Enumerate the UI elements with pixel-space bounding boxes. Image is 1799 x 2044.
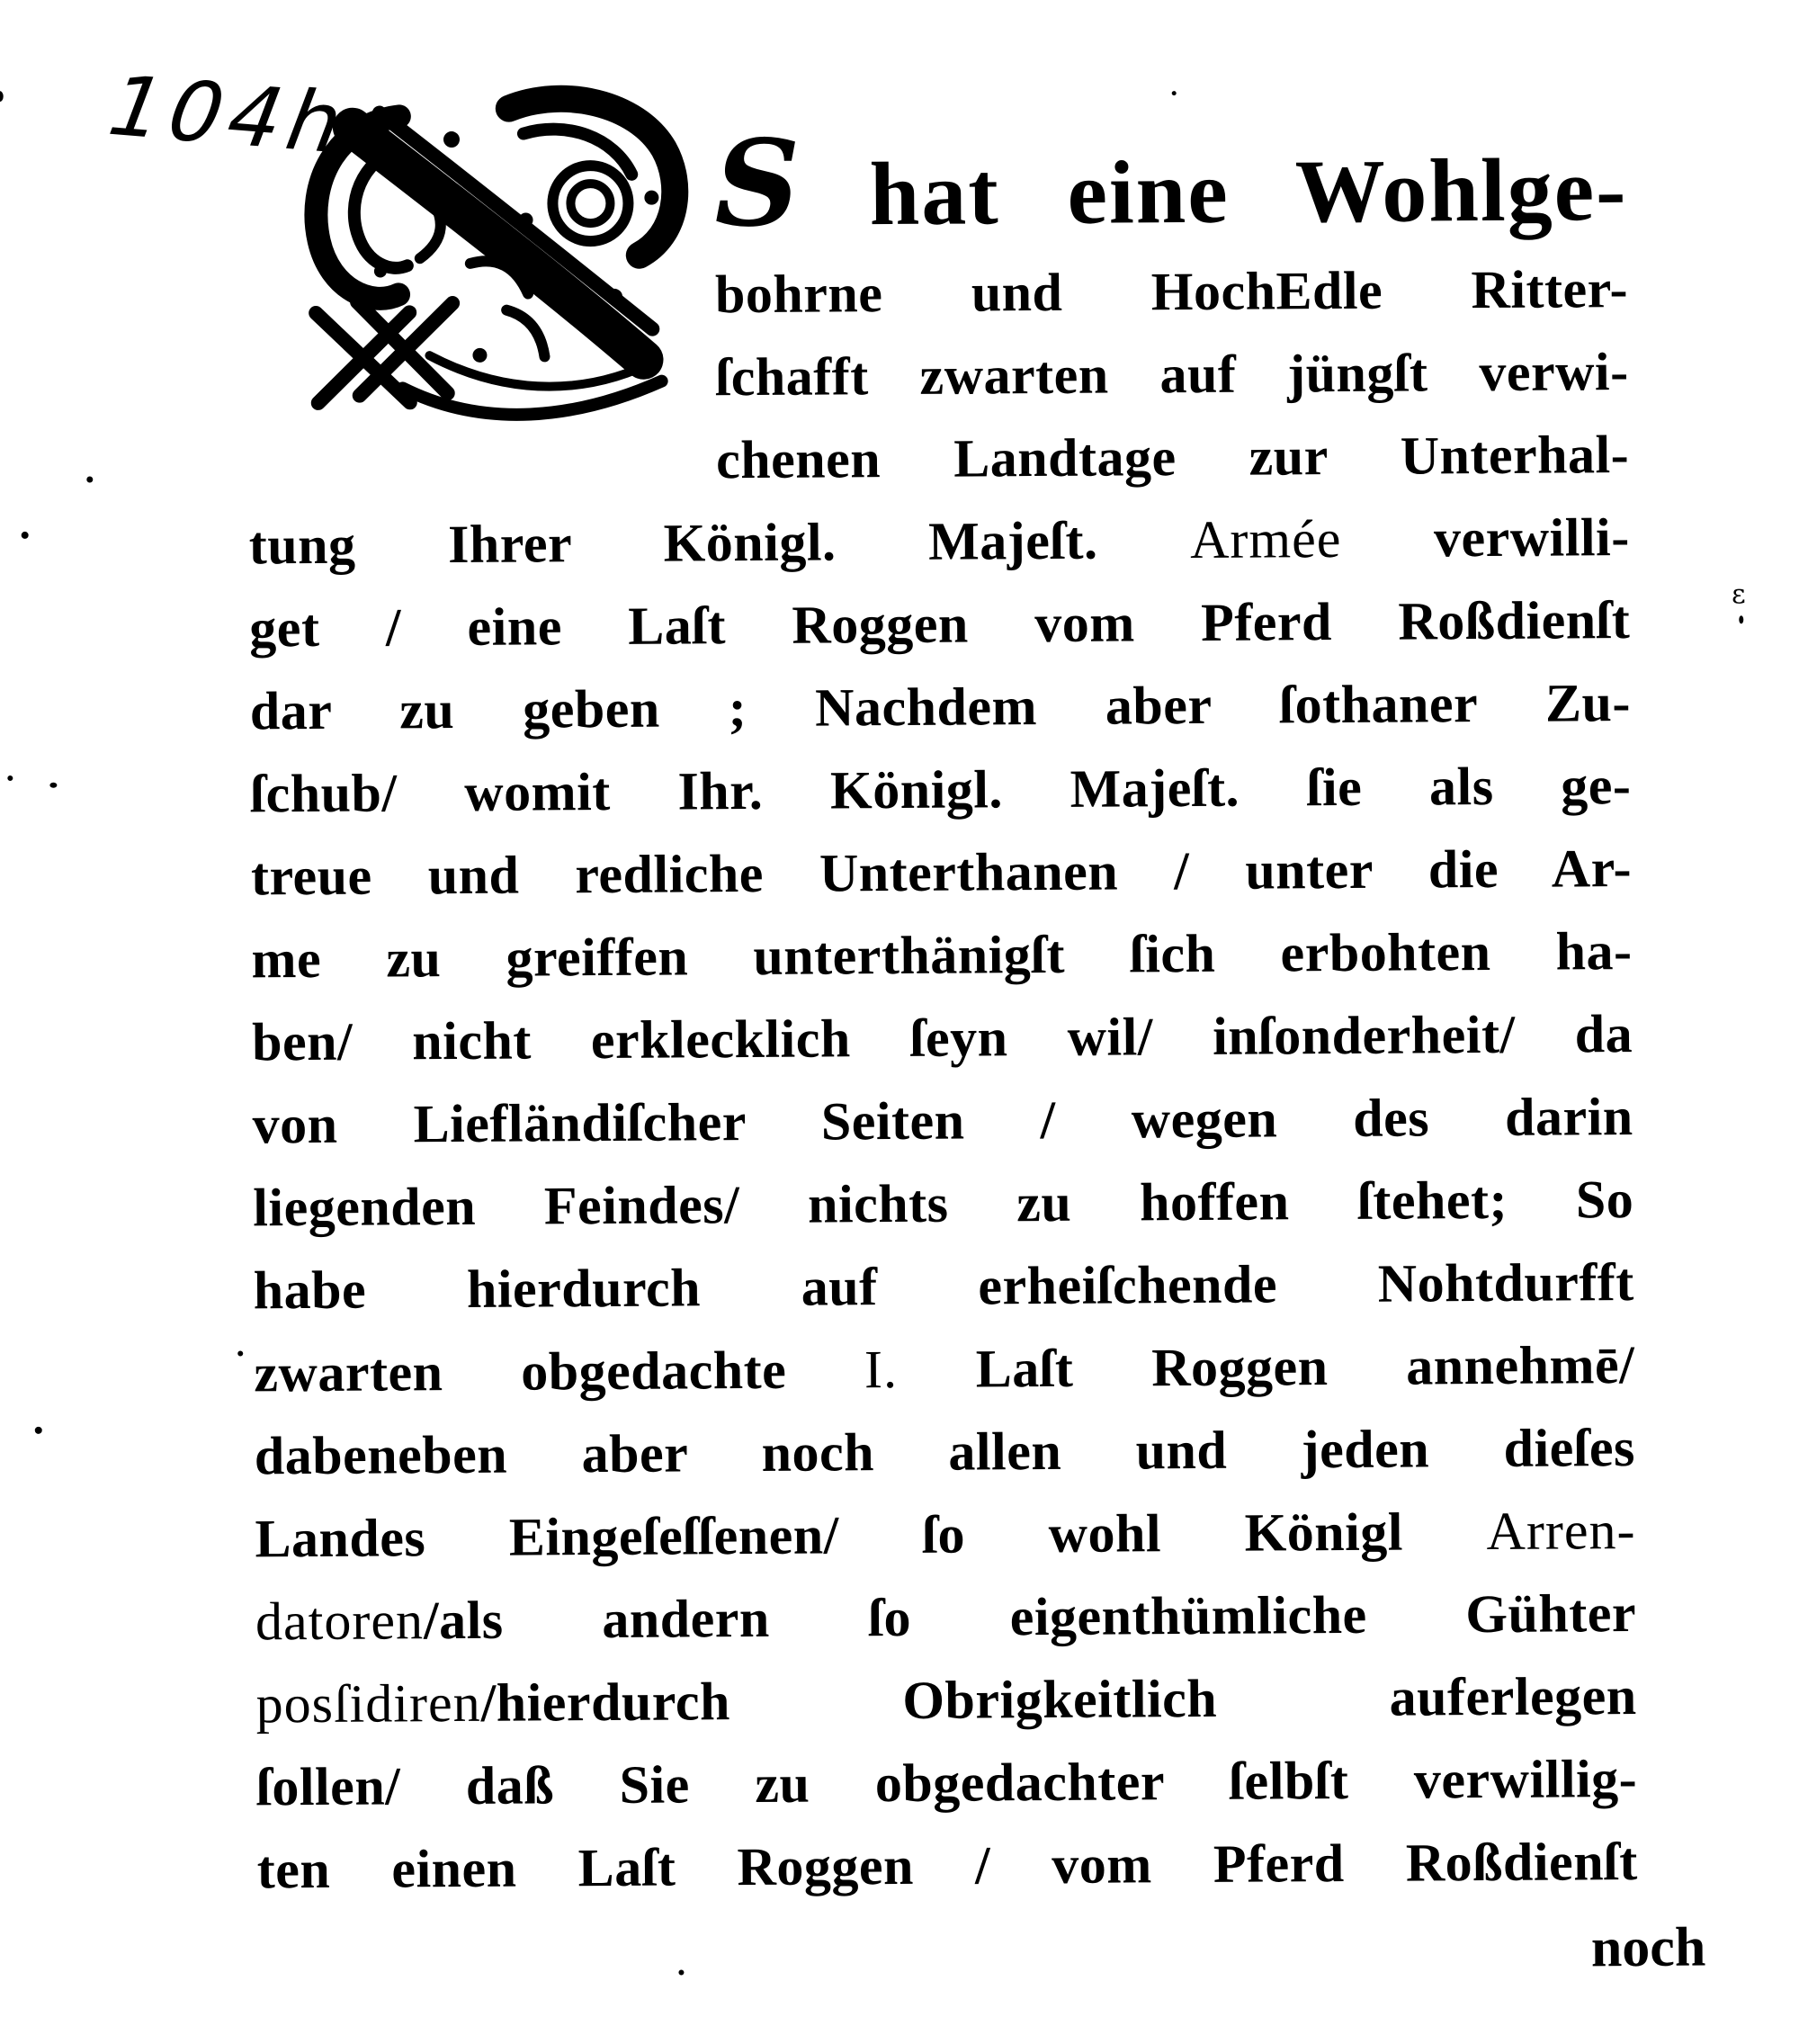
text-line: [255, 1406, 1636, 1497]
ink-speck: [22, 532, 29, 539]
ink-speck: [35, 1427, 42, 1434]
fraktur-segment: ſollen/ daß Sie zu obgedachter ſelbſt verwillig-: [255, 1749, 1638, 1817]
text-line: [256, 1737, 1638, 1828]
ink-speck: [7, 775, 13, 781]
fraktur-segment: dabeneben aber noch allen und jeden dieſes: [254, 1418, 1636, 1486]
fraktur-segment: /hierdurch Obrigkeitlich auferlegen: [480, 1666, 1637, 1733]
fraktur-segment: Landes Eingeſeſſenen/ ſo wohl Königl: [255, 1502, 1487, 1569]
text-line: [255, 1654, 1637, 1745]
fraktur-segment: treue und redliche Unterthanen / unter die Ar-: [250, 838, 1633, 907]
fraktur-segment: habe hierdurch auf erheiſchende Nohtdurfft: [253, 1252, 1634, 1321]
fraktur-segment: get / eine Laſt Roggen vom Pferd Roßdienſt: [249, 590, 1631, 659]
fraktur-segment: ſchafft zwarten auf jüngſt verwi-: [715, 342, 1629, 408]
text-line: [716, 413, 1630, 501]
text-line: [255, 1572, 1637, 1663]
body-text: [246, 111, 1638, 1911]
fraktur-segment: ten einen Laſt Roggen / vom Pferd Roßdienſt: [256, 1832, 1638, 1900]
fraktur-segment: ben/ nicht erklecklich ſeyn wil/ inſonderheit/ da: [251, 1004, 1633, 1072]
text-line: [253, 1158, 1634, 1249]
fraktur-segment: bohrne und HochEdle Ritter-: [714, 259, 1629, 325]
fraktur-segment: dar zu geben ; Nachdem aber ſothaner Zu-: [249, 673, 1632, 741]
fraktur-segment: hat eine Wohlge-: [801, 139, 1628, 245]
text-line: [252, 1075, 1633, 1166]
antiqua-segment: Arren-: [1486, 1501, 1636, 1562]
fraktur-segment: tung Ihrer Königl. Majeſt.: [248, 510, 1191, 576]
text-line: [715, 330, 1629, 418]
swash-segment: S: [713, 113, 803, 255]
ink-speck: [1739, 615, 1743, 623]
text-line: [248, 496, 1630, 587]
fraktur-segment: chenen Landtage zur Unterhal-: [715, 425, 1630, 490]
ink-speck: [1172, 91, 1177, 95]
ink-speck: [237, 1350, 243, 1356]
text-line: [254, 1241, 1635, 1331]
fraktur-segment: ſchub/ womit Ihr. Königl. Majeſt. ſie als ge-: [250, 756, 1632, 824]
fraktur-segment: /als andern ſo eigenthümliche Gühter: [423, 1583, 1637, 1651]
text-line: [256, 1820, 1638, 1911]
text-line: [254, 1323, 1635, 1414]
ink-speck: [49, 783, 57, 788]
text-line: [714, 111, 1628, 253]
text-line: [251, 910, 1633, 1000]
fraktur-segment: verwilli-: [1341, 507, 1630, 569]
antiqua-segment: I.: [864, 1340, 899, 1400]
fraktur-segment: Laſt Roggen annehmē/: [897, 1335, 1635, 1400]
antiqua-segment: datoren: [255, 1591, 425, 1652]
ink-speck: [678, 1969, 684, 1975]
antiqua-segment: posſidiren: [255, 1672, 481, 1735]
fraktur-segment: von Liefländiſcher Seiten / wegen des darin: [252, 1087, 1633, 1155]
text-line: [715, 247, 1629, 336]
text-line: [252, 992, 1633, 1083]
fraktur-segment: me zu greiffen unterthänigſt ſich erbohten ha-: [251, 921, 1633, 990]
catchword: noch: [1590, 1916, 1706, 1979]
ink-speck: [86, 476, 93, 482]
antiqua-segment: Armée: [1189, 508, 1342, 570]
text-line: [250, 661, 1632, 752]
text-line: [255, 1489, 1636, 1580]
text-line: [250, 744, 1632, 835]
ink-squiggle: ε: [1732, 578, 1746, 611]
fraktur-segment: zwarten obgedachte: [254, 1340, 865, 1403]
fraktur-segment: liegenden Feindes/ nichts zu hoffen ſtehet; So: [253, 1170, 1634, 1238]
ink-speck: [0, 91, 4, 102]
text-line: [249, 578, 1631, 669]
handwritten-folio-number: 104h: [92, 58, 366, 172]
text-line: [251, 827, 1633, 918]
